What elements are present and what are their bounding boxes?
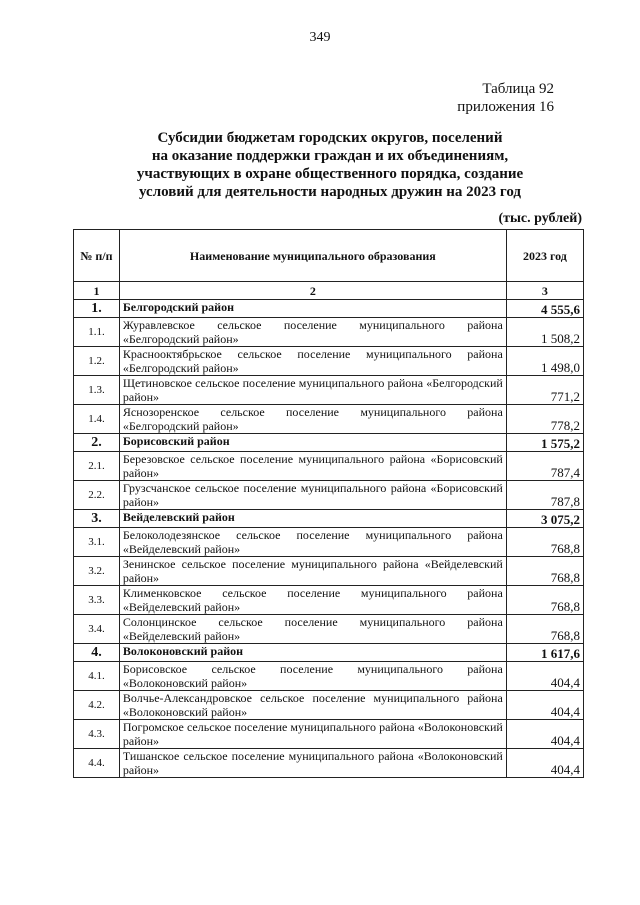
title-line1: Субсидии бюджетам городских округов, поселений bbox=[157, 130, 503, 146]
column-number-row bbox=[74, 282, 584, 300]
row-name: Волчье-Александровское сельское поселение муниципального района «Волоконовский район» bbox=[119, 691, 506, 720]
table-reference bbox=[457, 80, 554, 116]
settlement-row bbox=[74, 615, 584, 644]
subsidies-table bbox=[73, 229, 584, 778]
district-row bbox=[74, 434, 584, 452]
row-name: Краснооктябрьское сельское поселение муниципального района «Белгородский район» bbox=[119, 347, 506, 376]
row-number: 1.1. bbox=[74, 318, 120, 347]
settlement-row bbox=[74, 318, 584, 347]
row-name: Журавлевское сельское поселение муниципального района «Белгородский район» bbox=[119, 318, 506, 347]
header-name: Наименование муниципального образования bbox=[119, 230, 506, 282]
column-number-1: 1 bbox=[74, 282, 120, 300]
row-value: 1 575,2 bbox=[506, 434, 583, 452]
column-number-3: 3 bbox=[506, 282, 583, 300]
row-value: 787,4 bbox=[506, 452, 583, 481]
row-name: Грузсчанское сельское поселение муниципального района «Борисовский район» bbox=[119, 481, 506, 510]
row-number: 2.1. bbox=[74, 452, 120, 481]
row-name: Щетиновское сельское поселение муниципального района «Белгородский район» bbox=[119, 376, 506, 405]
table-ref-line2: приложения 16 bbox=[457, 99, 554, 115]
row-number: 3.3. bbox=[74, 586, 120, 615]
row-number: 4.3. bbox=[74, 720, 120, 749]
row-number: 4.4. bbox=[74, 749, 120, 778]
row-number: 1. bbox=[74, 300, 120, 318]
settlement-row bbox=[74, 376, 584, 405]
settlement-row bbox=[74, 452, 584, 481]
row-number: 1.2. bbox=[74, 347, 120, 376]
title-line4: условий для деятельности народных дружин на 2023 год bbox=[139, 184, 521, 200]
row-number: 3. bbox=[74, 510, 120, 528]
row-value: 404,4 bbox=[506, 749, 583, 778]
district-row bbox=[74, 510, 584, 528]
row-name: Борисовское сельское поселение муниципального района «Волоконовский район» bbox=[119, 662, 506, 691]
row-number: 4. bbox=[74, 644, 120, 662]
row-value: 768,8 bbox=[506, 586, 583, 615]
row-name: Березовское сельское поселение муниципального района «Борисовский район» bbox=[119, 452, 506, 481]
table-ref-line1: Таблица 92 bbox=[482, 81, 554, 97]
table-header-row bbox=[74, 230, 584, 282]
row-name: Вейделевский район bbox=[119, 510, 506, 528]
settlement-row bbox=[74, 749, 584, 778]
row-value: 404,4 bbox=[506, 691, 583, 720]
title-line3: участвующих в охране общественного порядка, создание bbox=[136, 166, 524, 182]
row-number: 3.4. bbox=[74, 615, 120, 644]
row-name: Белгородский район bbox=[119, 300, 506, 318]
district-row bbox=[74, 300, 584, 318]
title-line2: на оказание поддержки граждан и их объединениям, bbox=[151, 148, 509, 164]
row-value: 3 075,2 bbox=[506, 510, 583, 528]
settlement-row bbox=[74, 347, 584, 376]
header-num: № п/п bbox=[74, 230, 120, 282]
row-value: 404,4 bbox=[506, 720, 583, 749]
row-name: Зенинское сельское поселение муниципального района «Вейделевский район» bbox=[119, 557, 506, 586]
row-number: 2.2. bbox=[74, 481, 120, 510]
row-value: 768,8 bbox=[506, 615, 583, 644]
district-row bbox=[74, 644, 584, 662]
row-value: 771,2 bbox=[506, 376, 583, 405]
settlement-row bbox=[74, 720, 584, 749]
units-label: (тыс. рублей) bbox=[498, 211, 582, 226]
header-value: 2023 год bbox=[506, 230, 583, 282]
row-value: 1 617,6 bbox=[506, 644, 583, 662]
settlement-row bbox=[74, 691, 584, 720]
page-number: 349 bbox=[309, 30, 331, 45]
row-value: 778,2 bbox=[506, 405, 583, 434]
settlement-row bbox=[74, 557, 584, 586]
column-number-2: 2 bbox=[119, 282, 506, 300]
settlement-row bbox=[74, 405, 584, 434]
row-name: Солонцинское сельское поселение муниципального района «Вейделевский район» bbox=[119, 615, 506, 644]
table-body bbox=[74, 300, 584, 778]
row-value: 4 555,6 bbox=[506, 300, 583, 318]
settlement-row bbox=[74, 662, 584, 691]
row-name: Тишанское сельское поселение муниципального района «Волоконовский район» bbox=[119, 749, 506, 778]
row-number: 1.3. bbox=[74, 376, 120, 405]
row-name: Клименковское сельское поселение муниципального района «Вейделевский район» bbox=[119, 586, 506, 615]
row-number: 4.1. bbox=[74, 662, 120, 691]
row-number: 2. bbox=[74, 434, 120, 452]
row-name: Борисовский район bbox=[119, 434, 506, 452]
settlement-row bbox=[74, 586, 584, 615]
settlement-row bbox=[74, 481, 584, 510]
row-number: 1.4. bbox=[74, 405, 120, 434]
row-name: Белоколодезянское сельское поселение муниципального района «Вейделевский район» bbox=[119, 528, 506, 557]
row-name: Яснозоренское сельское поселение муниципального района «Белгородский район» bbox=[119, 405, 506, 434]
row-value: 787,8 bbox=[506, 481, 583, 510]
document-title bbox=[100, 129, 560, 201]
row-value: 768,8 bbox=[506, 528, 583, 557]
row-number: 3.1. bbox=[74, 528, 120, 557]
settlement-row bbox=[74, 528, 584, 557]
row-value: 1 498,0 bbox=[506, 347, 583, 376]
row-number: 3.2. bbox=[74, 557, 120, 586]
row-value: 1 508,2 bbox=[506, 318, 583, 347]
row-value: 768,8 bbox=[506, 557, 583, 586]
row-number: 4.2. bbox=[74, 691, 120, 720]
row-value: 404,4 bbox=[506, 662, 583, 691]
row-name: Погромское сельское поселение муниципального района «Волоконовский район» bbox=[119, 720, 506, 749]
row-name: Волоконовский район bbox=[119, 644, 506, 662]
